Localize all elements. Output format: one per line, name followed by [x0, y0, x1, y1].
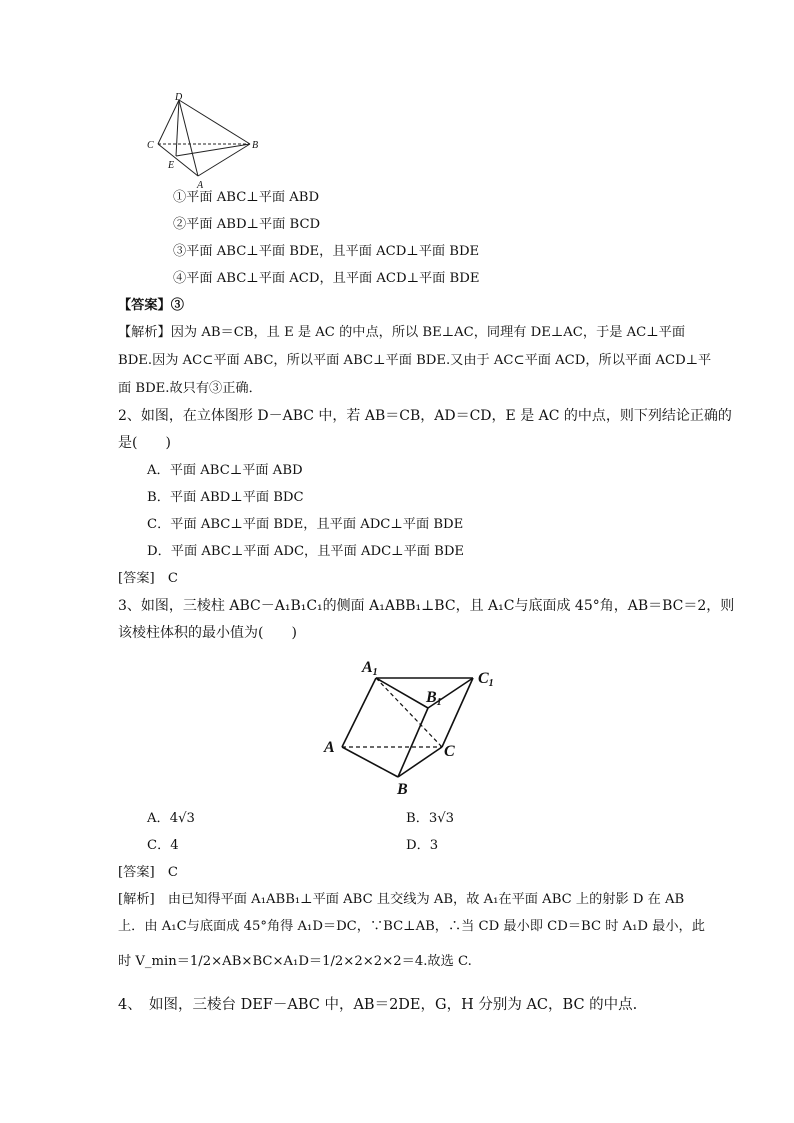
- prism-label-c: C: [444, 743, 455, 760]
- q3-option-d: D．3: [406, 838, 439, 853]
- q3-answer: [答案] C: [118, 865, 178, 880]
- fig1-label-a: A: [197, 180, 204, 191]
- q2-answer: [答案] C: [118, 571, 178, 586]
- q3-option-b: B．3√3: [406, 811, 455, 826]
- fig1-label-e: E: [168, 160, 175, 171]
- prism-label-b: B: [397, 781, 408, 798]
- q1-analysis-line-1: 【解析】因为 AB＝CB，且 E 是 AC 的中点，所以 BE⊥AC，同理有 DE⊥AC，于是 AC⊥平面: [118, 325, 686, 340]
- q1-option-2: ②平面 ABD⊥平面 BCD: [173, 217, 321, 232]
- q1-analysis-line-2: BDE.因为 AC⊂平面 ABC，所以平面 ABC⊥平面 BDE.又由于 AC⊂平面 ACD，所以平面 ACD⊥平: [118, 353, 712, 368]
- q3-option-c: C．4: [147, 838, 179, 853]
- fig1-label-b: B: [252, 140, 259, 151]
- q3-option-a: A．4√3: [147, 811, 195, 826]
- prism-label-a: A: [324, 739, 335, 756]
- tetrahedron-figure: [140, 88, 280, 192]
- q3-analysis-line-3: 时 V_min＝1/2×AB×BC×A₁D＝1/2×2×2×2＝4.故选 C.: [118, 954, 472, 969]
- q2-option-d: D．平面 ABC⊥平面 ADC，且平面 ADC⊥平面 BDE: [147, 544, 465, 559]
- prism-label-a1: A1: [362, 659, 378, 678]
- fig1-label-c: C: [147, 140, 154, 151]
- q1-option-4: ④平面 ABC⊥平面 ACD，且平面 ACD⊥平面 BDE: [173, 271, 480, 286]
- q2-option-a: A．平面 ABC⊥平面 ABD: [147, 463, 303, 478]
- q1-analysis-line-3: 面 BDE.故只有③正确．: [118, 381, 262, 396]
- q1-answer: 【答案】③: [118, 298, 184, 313]
- q3-stem-line-2: 该棱柱体积的最小值为( ): [118, 625, 297, 641]
- q2-stem-line-1: 2、如图，在立体图形 D－ABC 中，若 AB＝CB，AD＝CD，E 是 AC 的中点，则下列结论正确的: [118, 408, 732, 424]
- q4-stem: 4、 如图，三棱台 DEF－ABC 中，AB＝2DE，G，H 分别为 AC，BC 的中点.: [118, 997, 638, 1013]
- prism-figure: [318, 652, 508, 802]
- q1-option-1: ①平面 ABC⊥平面 ABD: [173, 190, 320, 205]
- q2-stem-line-2: 是( ): [118, 435, 171, 451]
- prism-label-c1: C1: [478, 670, 494, 689]
- q1-option-3: ③平面 ABC⊥平面 BDE，且平面 ACD⊥平面 BDE: [173, 244, 480, 259]
- fig1-label-d: D: [175, 92, 183, 103]
- prism-label-b1: B1: [426, 689, 442, 708]
- q3-analysis-line-1: [解析] 由已知得平面 A₁ABB₁⊥平面 ABC 且交线为 AB，故 A₁在平面 ABC 上的射影 D 在 AB: [118, 892, 685, 907]
- q2-option-b: B．平面 ABD⊥平面 BDC: [147, 490, 304, 505]
- q2-option-c: C．平面 ABC⊥平面 BDE，且平面 ADC⊥平面 BDE: [147, 517, 464, 532]
- q3-analysis-line-2: 上．由 A₁C与底面成 45°角得 A₁D＝DC，∵BC⊥AB，∴当 CD 最小即 CD＝BC 时 A₁D 最小，此: [118, 919, 705, 934]
- q3-stem-line-1: 3、如图，三棱柱 ABC－A₁B₁C₁的侧面 A₁ABB₁⊥BC，且 A₁C与底面成 45°角，AB＝BC＝2，则: [118, 598, 735, 614]
